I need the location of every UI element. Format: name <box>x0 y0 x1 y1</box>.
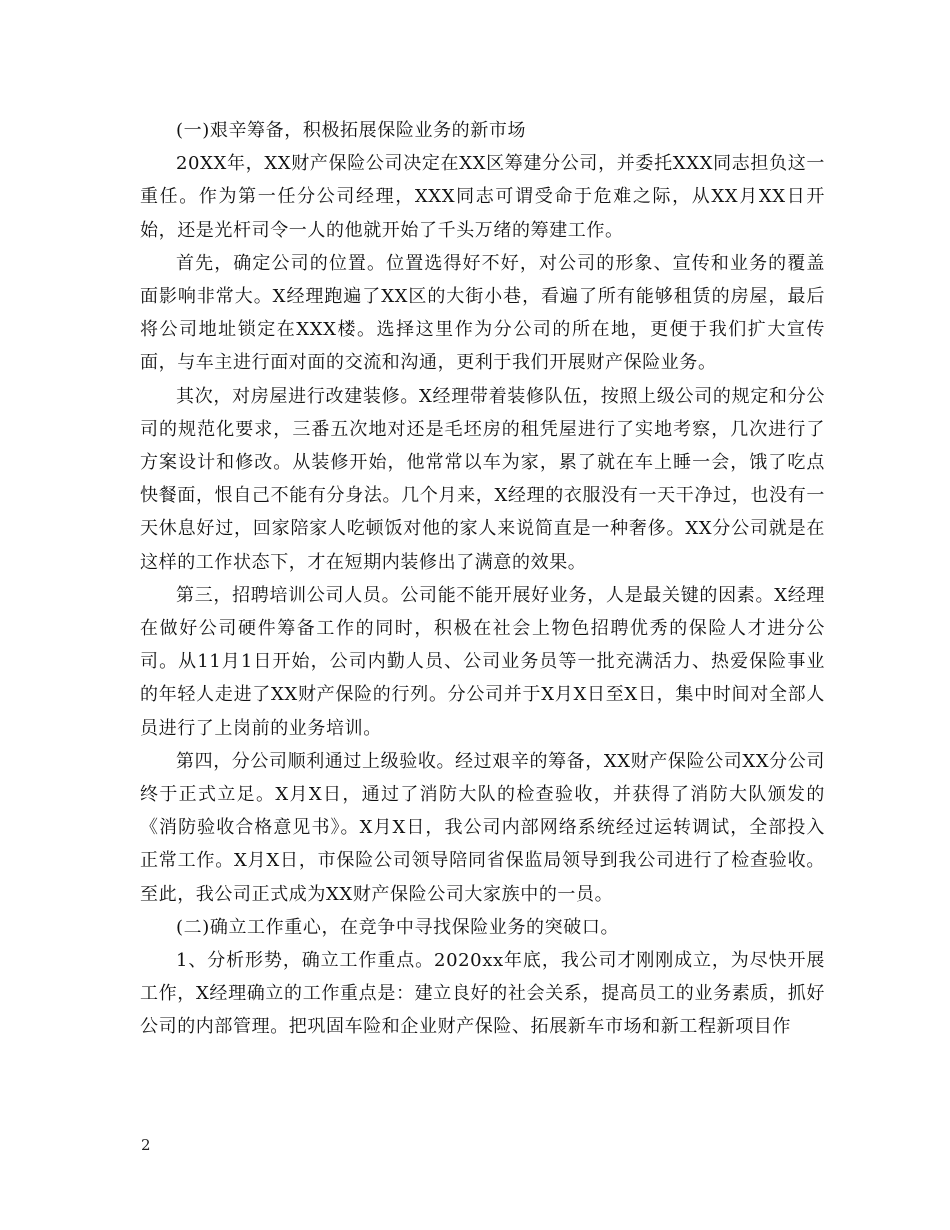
document-body <box>140 114 825 1044</box>
section-heading-1: (一)艰辛筹备，积极拓展保险业务的新市场 <box>176 120 527 141</box>
section-heading-2: (二)确立工作重心，在竞争中寻找保险业务的突破口。 <box>176 916 620 938</box>
paragraph-recruitment: 第三，招聘培训公司人员。公司能不能开展好业务，人是最关键的因素。X经理在做好公司硬件筹备工作的同时，积极在社会上物色招聘优秀的保险人才进分公司。从11月1日开始，公司内勤人员、公司业务员等一批充满活力、热爱保险事业的年轻人走进了XX财产保险的行列。分公司并于X月X日至X日，集中时间对全部人员进行了上岗前的业务培训。 <box>140 584 825 739</box>
paragraph-analysis: 1、分析形势，确立工作重点。2020xx年底，我公司才刚刚成立，为尽快开展工作，X经理确立的工作重点是：建立良好的社会关系，提高员工的业务素质，抓好公司的内部管理。把巩固车险和企业财产保险、拓展新车市场和新工程新项目作 <box>140 950 825 1038</box>
page-number: 2 <box>141 1136 151 1154</box>
paragraph-renovation: 其次，对房屋进行改建装修。X经理带着装修队伍，按照上级公司的规定和分公司的规范化要求，三番五次地对还是毛坯房的租凭屋进行了实地考察，几次进行了方案设计和修改。从装修开始，他常常以车为家，累了就在车上睡一会，饿了吃点快餐面，恨自己不能有分身法。几个月来，X经理的衣服没有一天干净过，也没有一天休息好过，回家陪家人吃顿饭对他的家人来说简直是一种奢侈。XX分公司就是在这样的工作状态下，才在短期内装修出了满意的效果。 <box>140 385 825 573</box>
paragraph-location: 首先，确定公司的位置。位置选得好不好，对公司的形象、宣传和业务的覆盖面影响非常大。X经理跑遍了XX区的大街小巷，看遍了所有能够租赁的房屋，最后将公司地址锁定在XXX楼。选择这里作为分公司的所在地，更便于我们扩大宣传面，与车主进行面对面的交流和沟通，更利于我们开展财产保险业务。 <box>140 252 825 374</box>
paragraph-acceptance: 第四，分公司顺利通过上级验收。经过艰辛的筹备，XX财产保险公司XX分公司终于正式立足。X月X日，通过了消防大队的检查验收，并获得了消防大队颁发的《消防验收合格意见书》。X月X日，我公司内部网络系统经过运转调试，全部投入正常工作。X月X日，市保险公司领导陪同省保监局领导到我公司进行了检查验收。至此，我公司正式成为XX财产保险公司大家族中的一员。 <box>140 750 825 905</box>
paragraph-intro: 20XX年，XX财产保险公司决定在XX区筹建分公司，并委托XXX同志担负这一重任。作为第一任分公司经理，XXX同志可谓受命于危难之际，从XX月XX日开始，还是光杆司令一人的他就开始了千头万绪的筹建工作。 <box>140 153 825 241</box>
